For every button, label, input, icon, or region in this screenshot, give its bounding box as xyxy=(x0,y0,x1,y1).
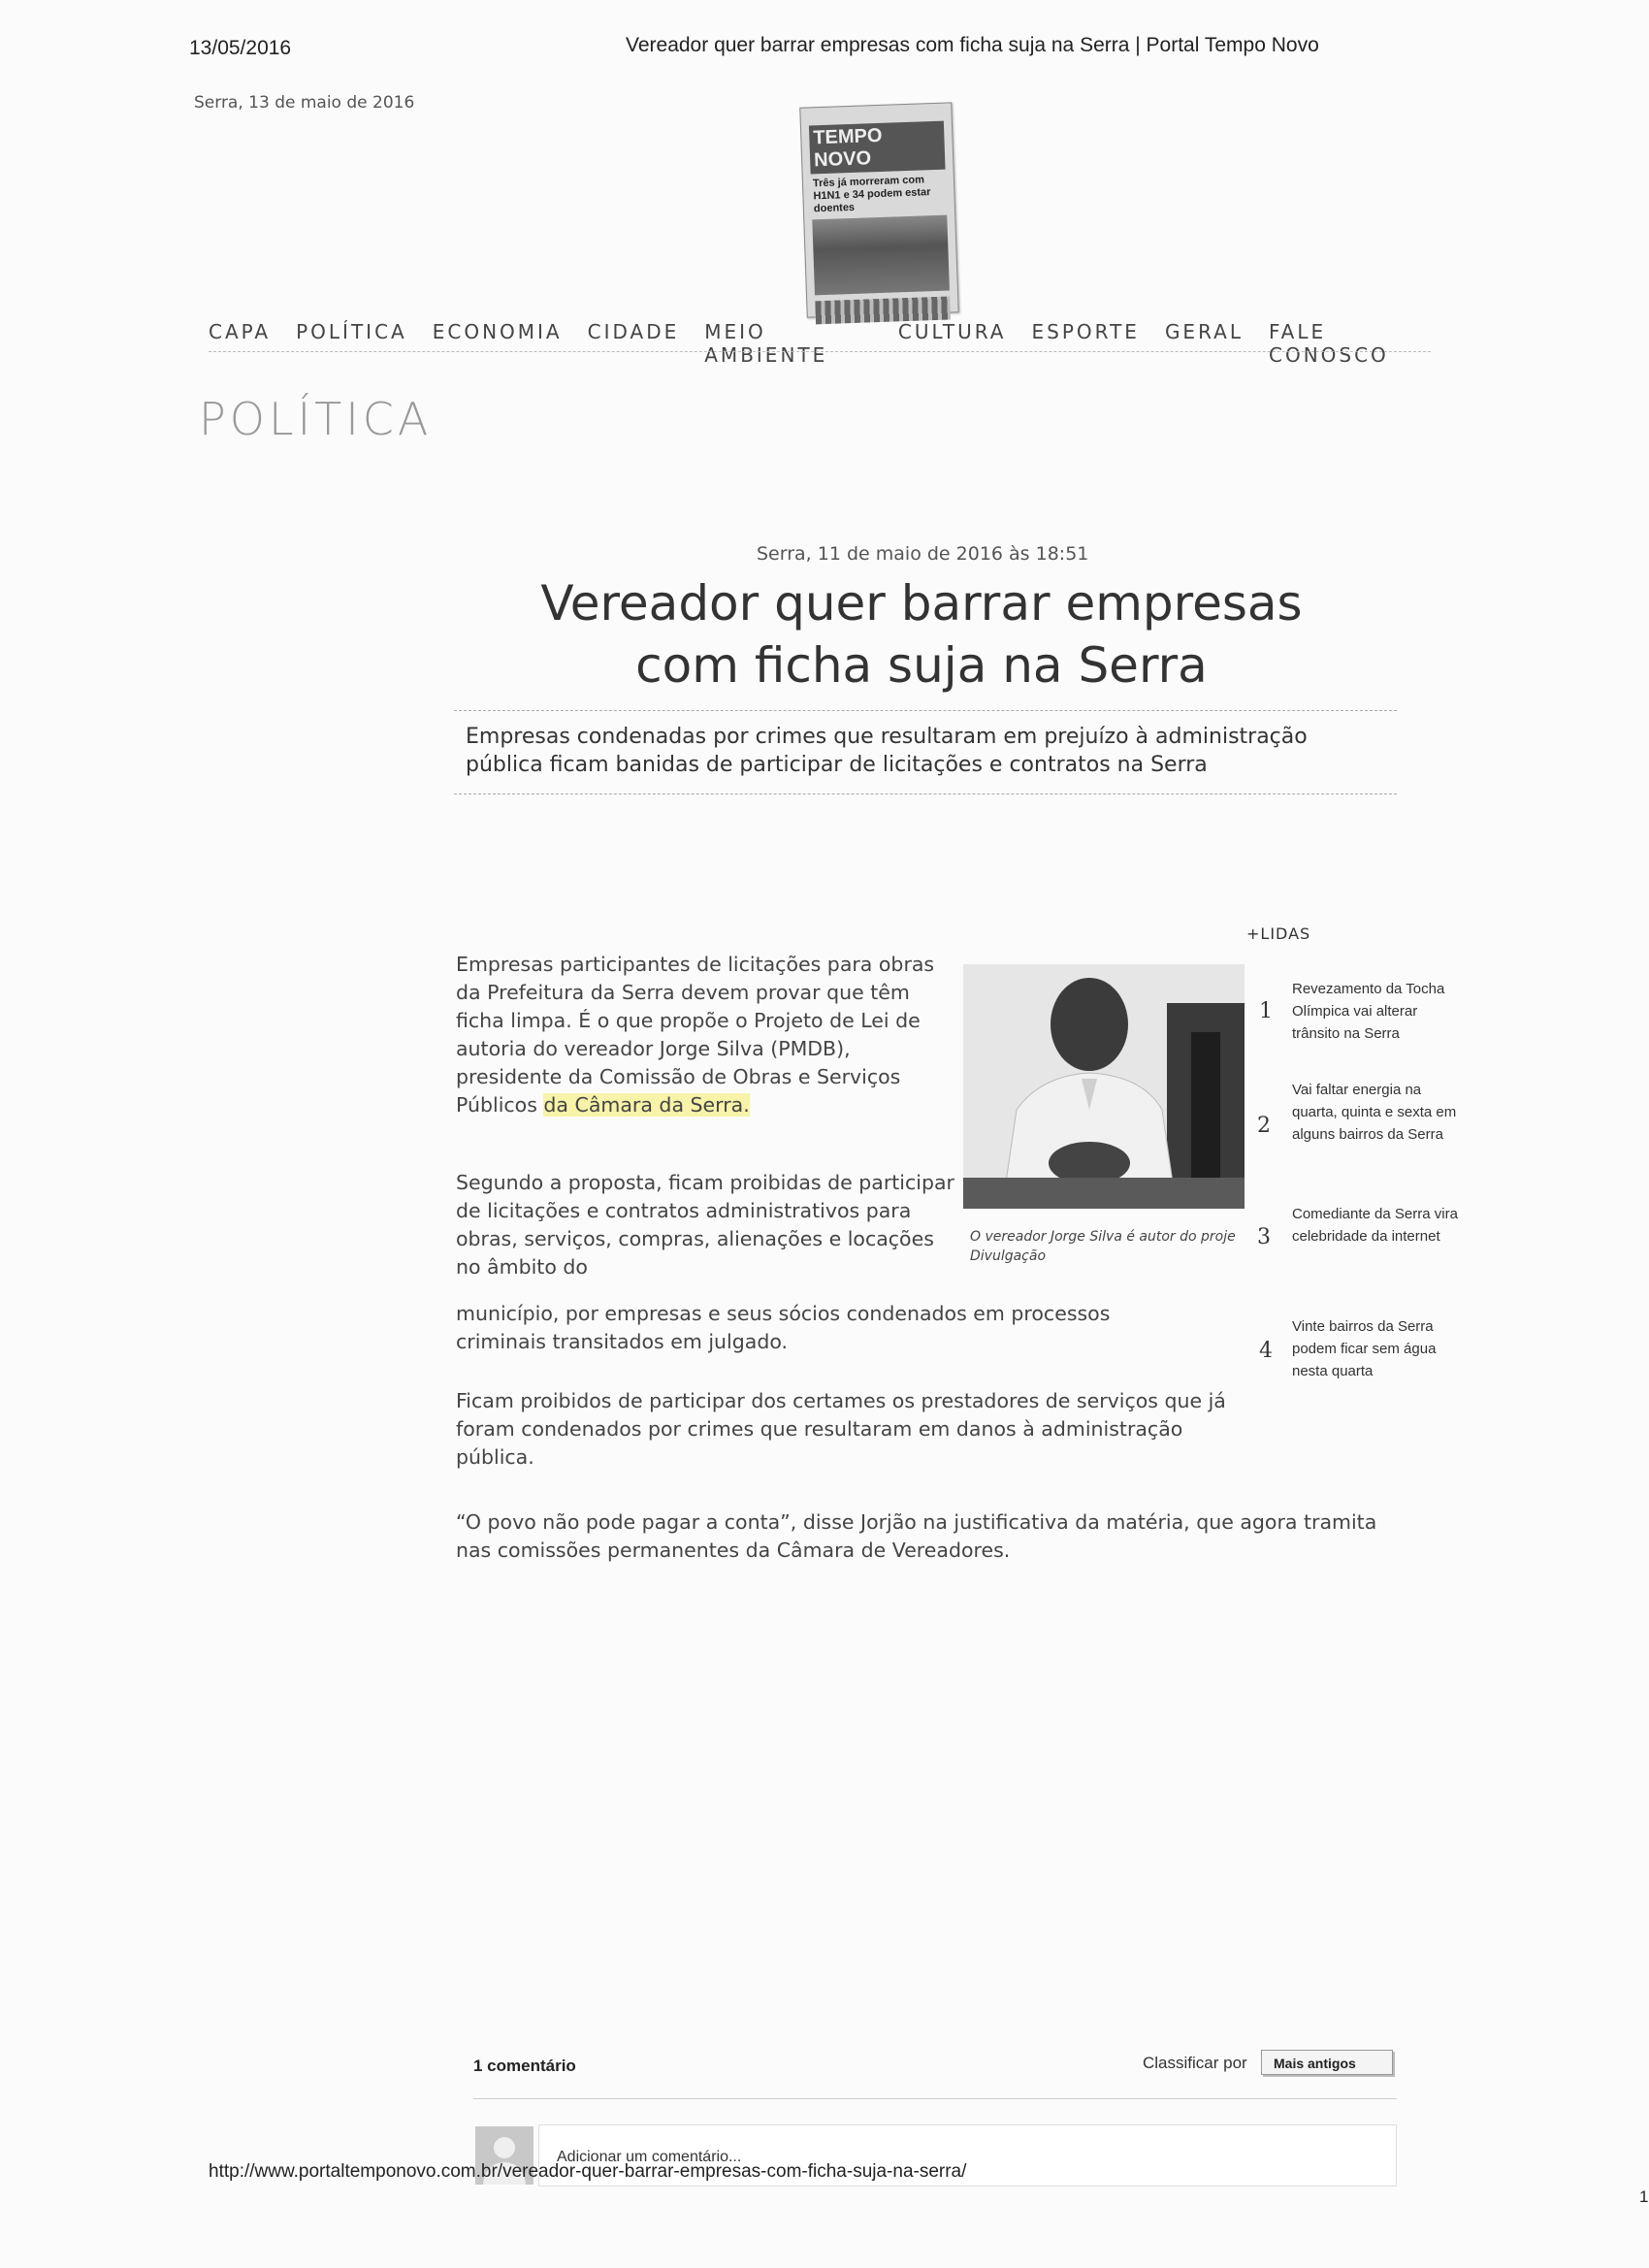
nav-divider xyxy=(209,351,1431,352)
article-paragraph-4: “O povo não pode pagar a conta”, disse Jorjão na justificativa da matéria, que agora tramita nas comissões permanentes da Câmara de Vereadores. xyxy=(456,1510,1377,1562)
most-read-number: 2 xyxy=(1257,1114,1271,1138)
print-page-number: 1 xyxy=(1639,2187,1649,2206)
article-paragraph-1 xyxy=(456,951,951,1119)
most-read-number: 1 xyxy=(1259,999,1273,1023)
most-read-item-3[interactable]: Comediante da Serra vira celebridade da internet xyxy=(1292,1206,1458,1245)
print-page-title: Vereador quer barrar empresas com ficha suja na Serra | Portal Tempo Novo xyxy=(626,34,1319,56)
photo-vereador-illustration xyxy=(963,964,1245,1209)
nav-item-esporte[interactable]: ESPORTE xyxy=(1031,320,1140,343)
headline-line-1: Vereador quer barrar empresas xyxy=(540,575,1303,632)
newspaper-masthead: TEMPO NOVO xyxy=(809,121,946,175)
print-date: 13/05/2016 xyxy=(189,37,292,59)
photo-caption xyxy=(970,1227,1261,1266)
article-paragraph-2: Segundo a proposta, ficam proibidas de participar de licitações e contratos administrativos para obras, serviços, compras, alienações e locações no âmbito do xyxy=(456,1171,954,1279)
print-url: http://www.portaltemponovo.com.br/vereador-quer-barrar-empresas-com-ficha-suja-na-serra/ xyxy=(209,2161,967,2182)
article-paragraph-2-continued: município, por empresas e seus sócios condenados em processos criminais transitados em julgado. xyxy=(456,1302,1111,1353)
paragraph-1-text: Empresas participantes de licitações para obras da Prefeitura da Serra devem provar que têm ficha limpa. É o que propõe o Projeto de Lei de autoria do vereador Jorge Silva (PMDB), presidente da Comissão de Obras e Serviços Públicos xyxy=(456,953,935,1117)
article-photo[interactable] xyxy=(963,964,1245,1209)
newspaper-headline: Três já morreram com H1N1 e 34 podem estar doentes xyxy=(812,174,931,215)
site-dateline: Serra, 13 de maio de 2016 xyxy=(194,93,415,113)
nav-item-economia[interactable]: ECONOMIA xyxy=(432,320,563,343)
most-read-number: 3 xyxy=(1257,1225,1271,1249)
most-read-item-2[interactable]: Vai faltar energia na quarta, quinta e sexta em alguns bairros da Serra xyxy=(1292,1082,1457,1143)
most-read-item-4[interactable]: Vinte bairros da Serra podem ficar sem água nesta quarta xyxy=(1292,1318,1437,1379)
nav-item-fale-conosco[interactable]: FALE CONOSCO xyxy=(1268,320,1389,367)
article-subhead: Empresas condenadas por crimes que resultaram em prejuízo à administração pública ficam banidas de participar de licitações e contratos na Serra xyxy=(466,725,1308,777)
comment-input[interactable]: Adicionar um comentário... xyxy=(538,2124,1397,2187)
nav-item-cidade[interactable]: CIDADE xyxy=(587,320,680,343)
headline-line-2: com ficha suja na Serra xyxy=(635,637,1208,694)
subhead-top-divider xyxy=(454,710,1397,711)
article-headline xyxy=(456,572,1387,697)
comments-count: 1 comentário xyxy=(473,2057,576,2075)
sort-label: Classificar por xyxy=(1143,2054,1247,2072)
nav-item-cultura[interactable]: CULTURA xyxy=(897,320,1007,343)
most-read-title: +LIDAS xyxy=(1246,924,1311,943)
nav-item-capa[interactable]: CAPA xyxy=(209,320,272,343)
nav-item-politica[interactable]: POLÍTICA xyxy=(296,320,407,343)
newspaper-cover-thumbnail[interactable] xyxy=(799,102,958,317)
caption-credit: Divulgação xyxy=(970,1248,1047,1264)
most-read-number: 4 xyxy=(1259,1339,1273,1363)
article-date: Serra, 11 de maio de 2016 às 18:51 xyxy=(757,543,1089,565)
comments-divider xyxy=(473,2098,1397,2099)
most-read-item-1[interactable]: Revezamento da Tocha Olímpica vai alterar trânsito na Serra xyxy=(1292,981,1445,1042)
caption-text: O vereador Jorge Silva é autor do proje xyxy=(970,1229,1236,1245)
main-navigation xyxy=(209,320,1431,367)
article-paragraph-3: Ficam proibidos de participar dos certames os prestadores de serviços que já foram condenados por crimes que resultaram em danos à administração pública. xyxy=(456,1389,1226,1469)
nav-item-geral[interactable]: GERAL xyxy=(1164,320,1244,343)
highlighted-text: da Câmara da Serra. xyxy=(543,1093,750,1117)
newspaper-photo xyxy=(812,215,950,296)
section-title: POLÍTICA xyxy=(199,393,433,445)
sort-select[interactable]: Mais antigos xyxy=(1261,2050,1393,2075)
nav-item-meio-ambiente[interactable]: MEIO AMBIENTE xyxy=(704,320,828,367)
